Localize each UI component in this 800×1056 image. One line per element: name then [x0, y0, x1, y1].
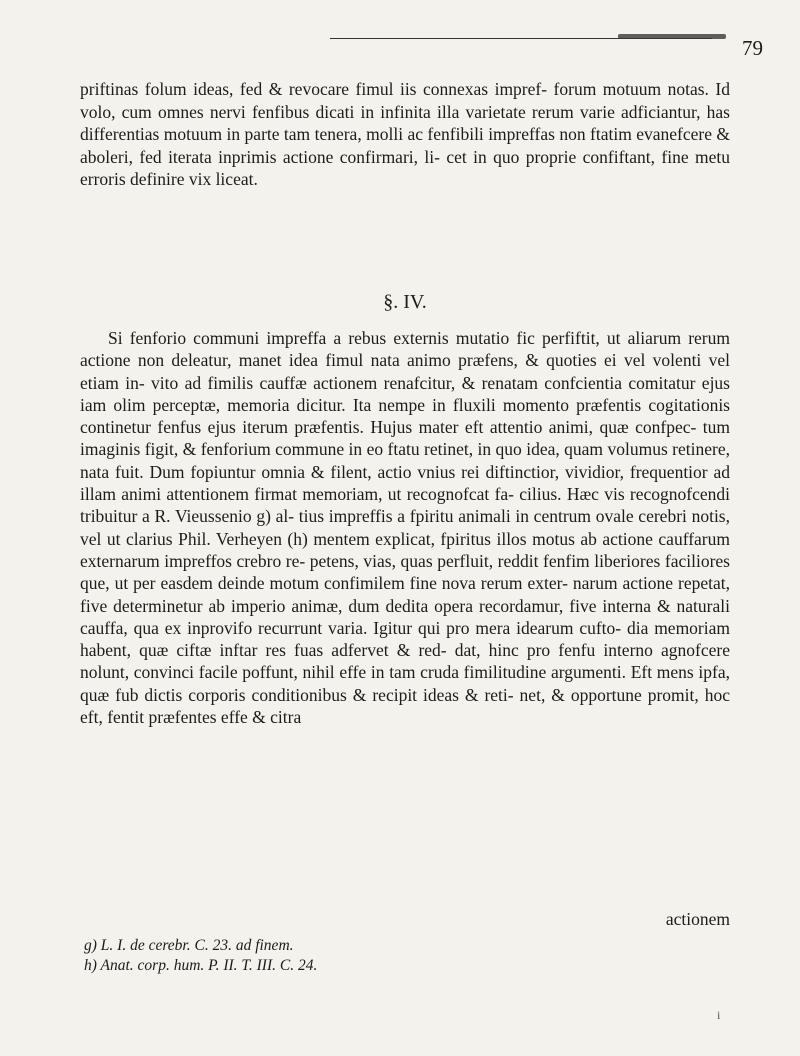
- paragraph-memory-text: Si fenforio communi impreffa a rebus externis mutatio fic perfiftit, ut aliarum rerum actione non deleatur, manet idea fimul nata animo præfens, & quoties ei vel volenti vel etiam in- vito ad fimilis cauffæ actionem renafcitur, & renatam confcientia comitatur ejus iam olim perceptæ, memoria dicitur. Ita nempe in fluxili momento præfentis cogitationis continetur fenfus ejus iterum præfentis. Hujus mater eft attentio animi, quæ confpec- tum imaginis figit, & fenforium commune in eo ftatu retinet, in quo idea, quam volumus retinere, nata fuit. Dum fopiuntur omnia & filent, actio vnius rei diftinctior, vividior, frequentior ad illam animi attentionem firmat memoriam, ut recognofcat fa- cilius. Hæc vis recognofcendi tribuitur a R. Vieussenio g) al- tius impreffis a fpiritu animali in centrum ovale cerebri notis, vel ut clarius Phil. Verheyen (h) mentem explicat, fpiritus illos motus ab actione cauffarum externarum impreffos crebro re- petens, vias, quas perfluit, reddit fenfim liberiores faciliores que, ut per easdem deinde motum confimilem fine nova rerum exter- narum actione repetat, five determinetur ab imperio animæ, dum dedita opera recordamur, five interna & naturali cauffa, qua ex inprovifo recurrunt varia. Igitur qui pro mera idearum cufto- dia memoriam habent, quæ ciftæ inftar res fuas adfervet & red- dat, hinc pro fenfu interno agnofcere nolunt, convinci facile poffunt, nihil effe in tam cruda fimilitudine argumenti. Eft mens ipfa, quæ fub dictis corporis conditionibus & recipit ideas & reti- net, & opportune promit, hoc eft, fentit præfentes effe & citra: [80, 328, 730, 728]
- corner-mark: i: [717, 1008, 721, 1022]
- paragraph-continued: priftinas folum ideas, fed & revocare fimul iis connexas impref- forum motuum notas. Id volo, cum omnes nervi fenfibus dicati in infinita illa varietate rerum varie adficiantur, has differentias motuum in parte tam tenera, molli ac fenfibili impreffas non ftatim evanefcere & aboleri, fed iterata inprimis actione confirmari, li- cet in quo proprie confiftant, fine metu erroris definire vix liceat.: [80, 79, 730, 190]
- footnote-g: g) L. I. de cerebr. C. 23. ad finem.: [84, 937, 294, 954]
- header-ink-smudge: [618, 34, 726, 39]
- page-number: 79: [742, 36, 763, 60]
- paragraph-memory: [80, 327, 730, 728]
- footnotes: [84, 936, 724, 975]
- section-heading: §. IV.: [383, 291, 427, 313]
- footnote-h: h) Anat. corp. hum. P. II. T. III. C. 24.: [84, 956, 318, 974]
- catchword: actionem: [665, 909, 730, 929]
